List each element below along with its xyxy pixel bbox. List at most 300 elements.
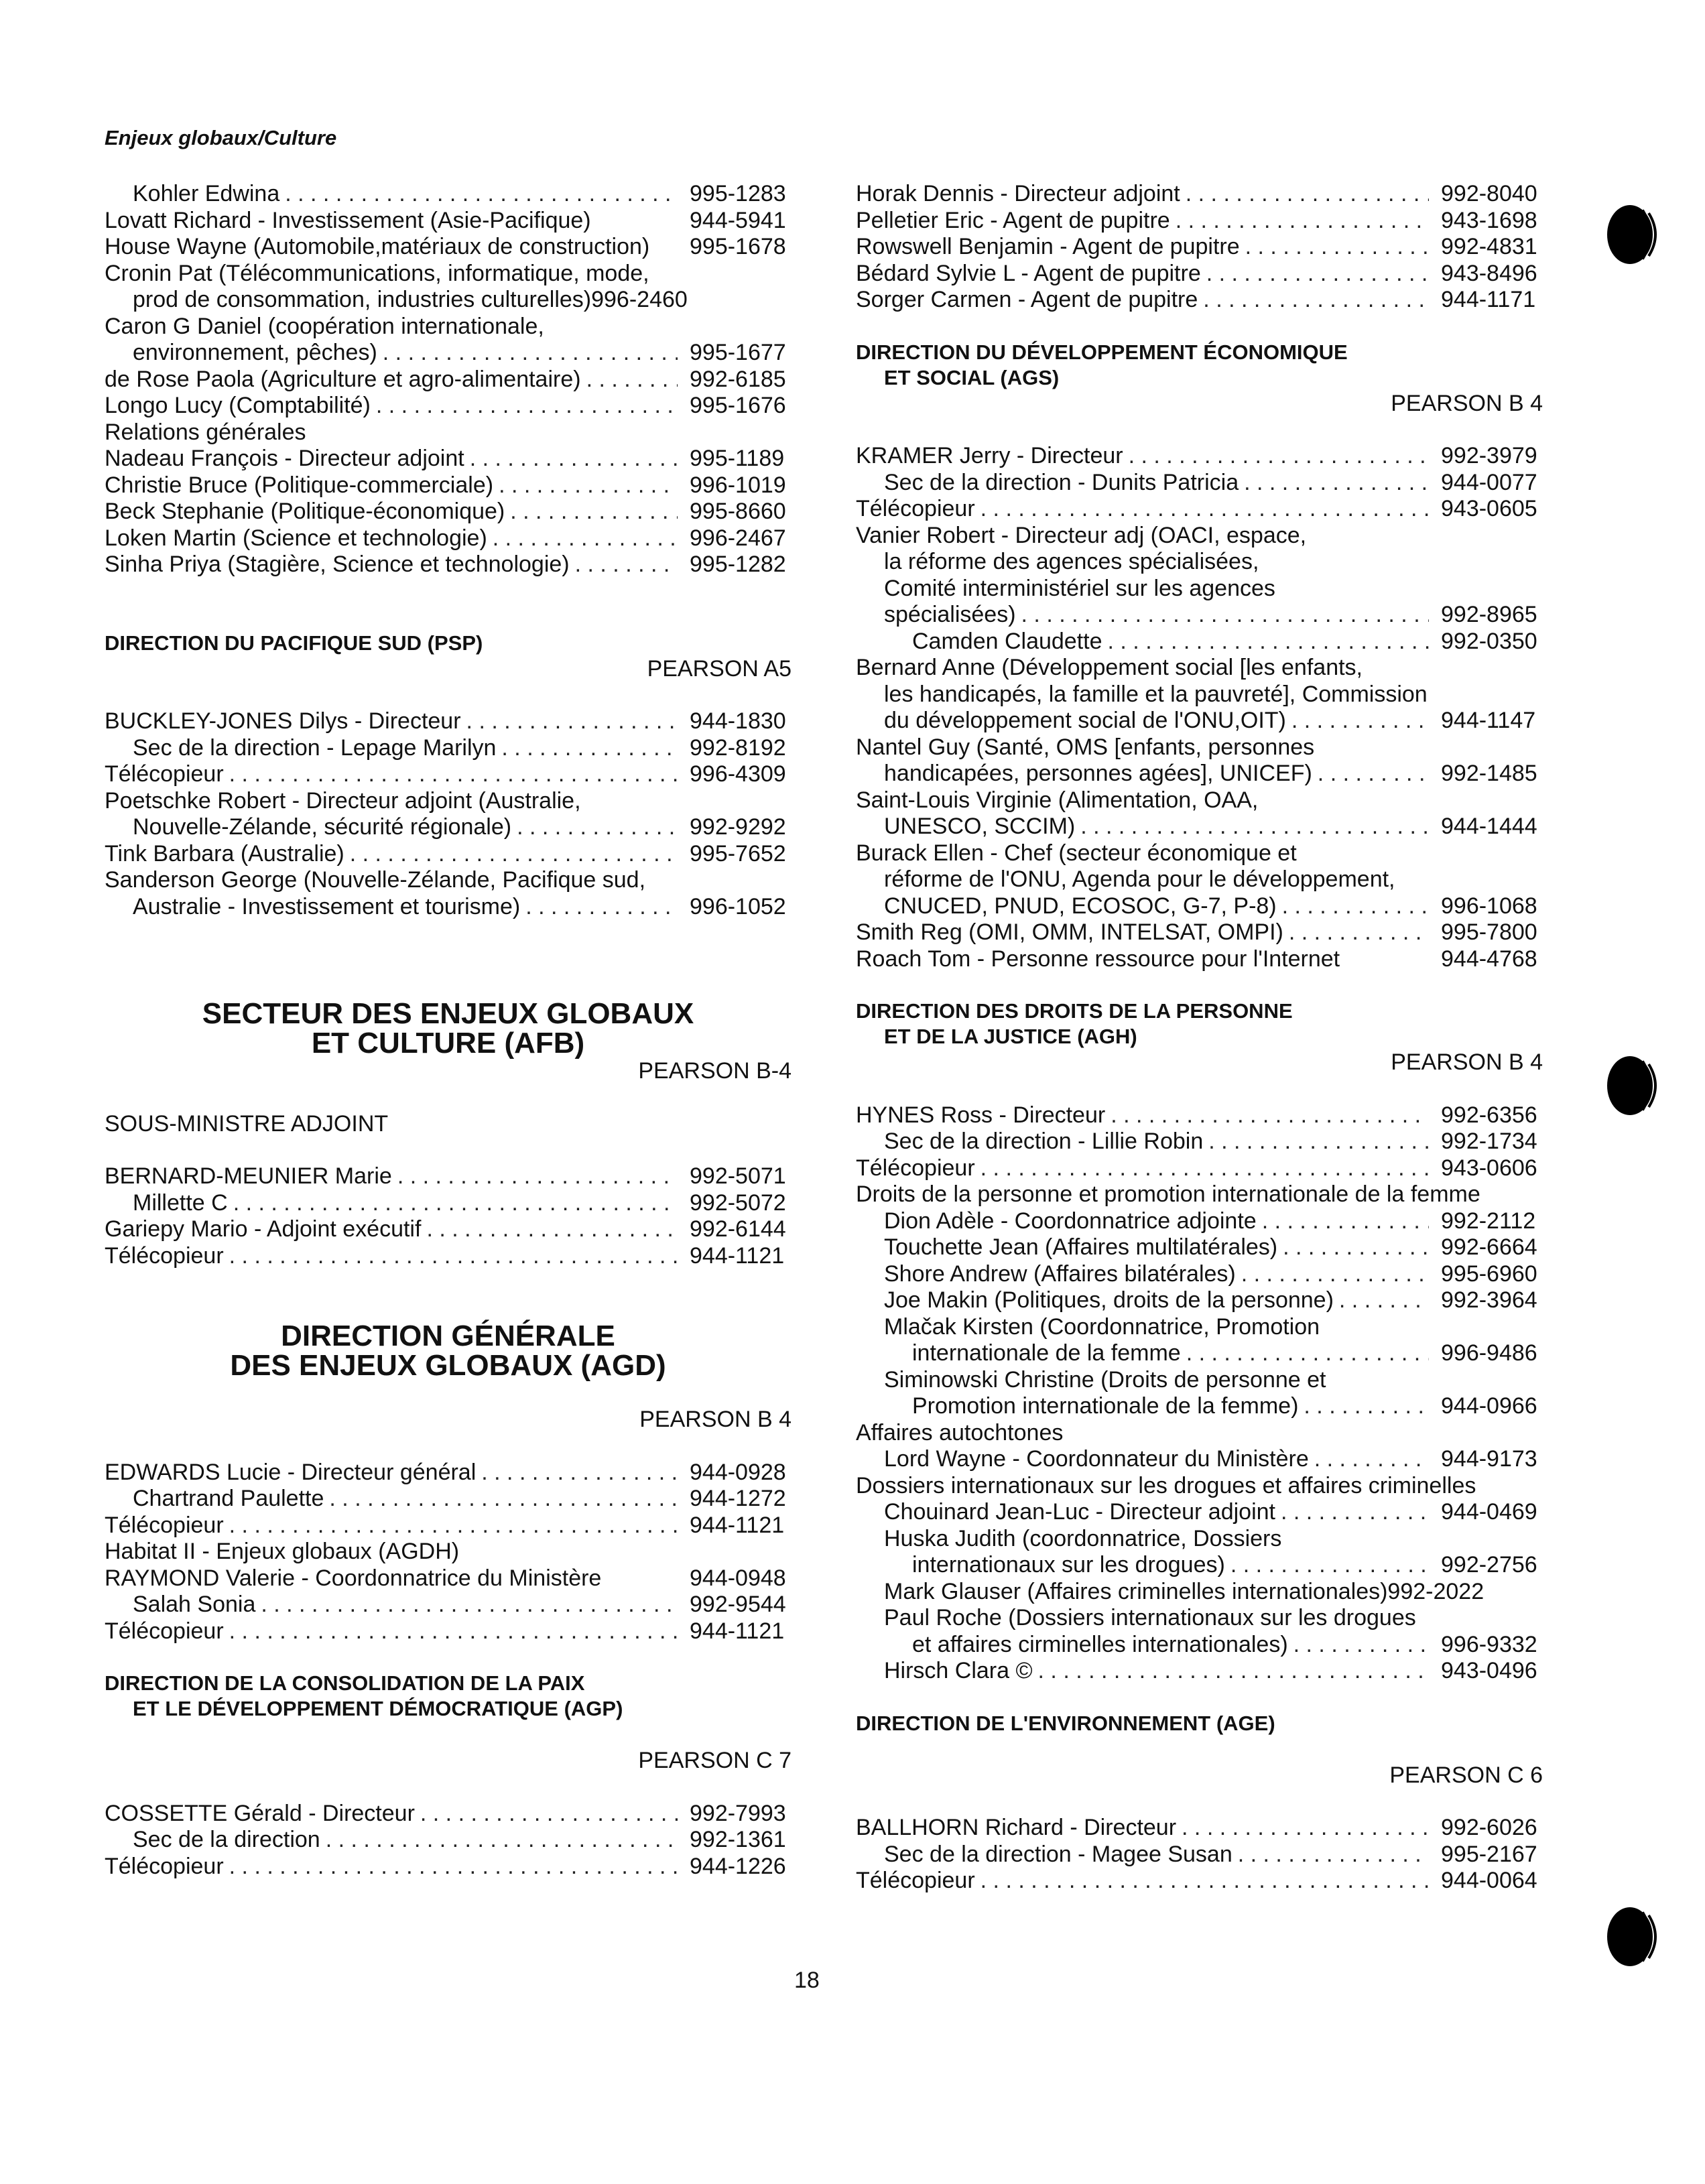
room-label: PEARSON B 4 (639, 1407, 792, 1432)
contact-row (105, 340, 792, 367)
contact-row (105, 1243, 792, 1270)
contact-list (856, 1102, 1543, 1685)
list-item-text: Cronin Pat (Télécommunications, informatique, mode, (105, 260, 649, 286)
phone-number: 992-4831 (1441, 234, 1537, 259)
list-item-text: les handicapés, la famille et la pauvreté], Commission (884, 681, 1428, 707)
contact-name: Australie - Investissement et tourisme) (133, 893, 521, 919)
contact-name: Roach Tom - Personne ressource pour l'Internet (856, 946, 1340, 972)
dot-leader (981, 1868, 1429, 1894)
contact-row (105, 1827, 792, 1854)
contact-name: KRAMER Jerry - Directeur (856, 443, 1123, 468)
punch-hole-icon (1603, 1903, 1659, 1970)
list-item-text: Poetschke Robert - Directeur adjoint (Australie, (105, 787, 581, 814)
contact-row (856, 181, 1543, 208)
section-title-age: DIRECTION DE L'ENVIRONNEMENT (AGE) (856, 1711, 1275, 1735)
phone-number: 944-4768 (1441, 946, 1537, 972)
section-title-agp-line1: DIRECTION DE LA CONSOLIDATION DE LA PAIX (105, 1671, 585, 1695)
phone-number: 995-6960 (1441, 1261, 1537, 1287)
list-item-text: Mlačak Kirsten (Coordonnatrice, Promotion (884, 1313, 1320, 1340)
contact-row (105, 1486, 792, 1513)
phone-number: 992-6185 (690, 366, 786, 392)
phone-number: 995-1678 (690, 234, 786, 259)
dot-leader (470, 446, 678, 472)
dot-leader (466, 708, 678, 735)
contact-row (856, 708, 1543, 734)
phone-number: 992-2756 (1441, 1552, 1537, 1578)
contact-row (856, 1234, 1543, 1261)
section-title-agh-line2: ET DE LA JUSTICE (AGH) (884, 1025, 1137, 1048)
room-label: PEARSON C 7 (638, 1748, 792, 1773)
contact-row (856, 919, 1543, 946)
dot-leader (1241, 1261, 1429, 1288)
contact-row (856, 1340, 1543, 1367)
contact-row (856, 1446, 1543, 1473)
dot-leader (1080, 814, 1429, 840)
room-label: PEARSON A5 (647, 655, 792, 682)
contact-row (105, 525, 792, 552)
contact-row (105, 499, 792, 525)
contact-list (105, 1801, 792, 1880)
list-item-text: Burack Ellen - Chef (secteur économique et (856, 840, 1297, 866)
contact-name: internationaux sur les drogues) (912, 1552, 1225, 1578)
phone-number: 943-0496 (1441, 1658, 1537, 1683)
contact-row (856, 1129, 1543, 1155)
contact-row (856, 1261, 1543, 1288)
contact-row (856, 261, 1543, 287)
phone-number: 944-1830 (690, 708, 786, 734)
dot-leader (1038, 1658, 1429, 1685)
contact-list (105, 1163, 792, 1269)
contact-name: HYNES Ross - Directeur (856, 1102, 1106, 1128)
phone-number: 996-1052 (690, 893, 786, 919)
list-item-text: Dossiers internationaux sur les drogues et affaires criminelles (856, 1472, 1476, 1498)
dot-leader (229, 1854, 678, 1880)
phone-number: 992-3979 (1441, 443, 1537, 468)
contact-name: Télécopieur (105, 1512, 224, 1538)
contact-row (105, 1854, 792, 1880)
contact-name: et affaires cirminelles internationales) (912, 1631, 1288, 1657)
dot-leader (517, 814, 678, 841)
dot-leader (499, 472, 678, 499)
dot-leader (285, 181, 678, 208)
contact-name: Télécopieur (105, 1618, 224, 1644)
dot-leader (1208, 1129, 1429, 1155)
contact-name: Télécopieur (856, 1155, 975, 1181)
contact-name: Millette C (133, 1190, 228, 1216)
dot-leader (1203, 287, 1429, 314)
dot-leader (229, 761, 678, 788)
phone-number: 943-0605 (1441, 496, 1537, 521)
phone-number: 995-7800 (1441, 919, 1537, 945)
contact-name: Tink Barbara (Australie) (105, 840, 344, 866)
phone-number: 943-1698 (1441, 207, 1537, 233)
dot-leader (229, 1618, 678, 1645)
phone-number: 944-1171 (1441, 287, 1536, 312)
contact-name: Sec de la direction - Lillie Robin (884, 1129, 1204, 1154)
phone-number: 944-1226 (690, 1853, 786, 1879)
contact-list (105, 1460, 792, 1645)
phone-number: 944-9173 (1441, 1446, 1537, 1472)
list-item-text: réforme de l'ONU, Agenda pour le développement, (884, 866, 1395, 892)
dot-leader (1291, 708, 1429, 734)
dot-leader (1021, 602, 1429, 629)
contact-row (105, 814, 792, 841)
contact-name: spécialisées) (884, 602, 1016, 627)
dot-leader (1111, 1102, 1429, 1129)
phone-number: 995-7652 (690, 840, 786, 866)
contact-name: Chouinard Jean-Luc - Directeur adjoint (884, 1499, 1275, 1525)
contact-list (105, 181, 792, 578)
contact-name: de Rose Paola (Agriculture et agro-alimentaire) (105, 366, 581, 392)
phone-number: 992-0350 (1441, 628, 1537, 654)
phone-number: 943-8496 (1441, 260, 1537, 286)
contact-name: Touchette Jean (Affaires multilatérales) (884, 1234, 1278, 1260)
contact-list (856, 181, 1543, 314)
phone-number: 992-2112 (1441, 1208, 1536, 1234)
contact-name: Gariepy Mario - Adjoint exécutif (105, 1216, 422, 1242)
list-item-text: Habitat II - Enjeux globaux (AGDH) (105, 1539, 460, 1564)
contact-name: RAYMOND Valerie - Coordonnatrice du Ministère (105, 1565, 602, 1591)
phone-number: 995-2167 (1441, 1841, 1537, 1867)
dot-leader (383, 340, 678, 367)
contact-name: Lord Wayne - Coordonnateur du Ministère (884, 1446, 1309, 1472)
contact-name: Shore Andrew (Affaires bilatérales) (884, 1261, 1236, 1287)
section-title-agp-line2: ET LE DÉVELOPPEMENT DÉMOCRATIQUE (AGP) (133, 1697, 623, 1720)
contact-name: Christie Bruce (Politique-commerciale) (105, 472, 494, 498)
contact-row (105, 208, 792, 235)
contact-name: Chartrand Paulette (133, 1486, 324, 1511)
phone-number: 995-1676 (690, 393, 786, 418)
direction-title-line1: DIRECTION GÉNÉRALE (281, 1320, 615, 1352)
dot-leader (1182, 1815, 1429, 1842)
phone-number: 944-0469 (1441, 1499, 1537, 1525)
contact-name: Télécopieur (105, 761, 224, 787)
dot-leader (981, 1155, 1429, 1182)
contact-row (856, 1868, 1543, 1894)
phone-number: 944-1444 (1441, 814, 1537, 839)
dot-leader (1304, 1393, 1429, 1420)
contact-name: Rowswell Benjamin - Agent de pupitre (856, 234, 1240, 259)
contact-row (105, 1216, 792, 1243)
contact-row (105, 841, 792, 868)
phone-number: 996-9486 (1441, 1340, 1537, 1366)
phone-number: 992-6356 (1441, 1102, 1537, 1128)
dot-leader (981, 496, 1429, 523)
contact-row (856, 1815, 1543, 1842)
room-label: PEARSON B 4 (1391, 390, 1543, 416)
dot-leader (525, 894, 678, 921)
contact-name: internationale de la femme (912, 1340, 1181, 1366)
direction-title-line2: DES ENJEUX GLOBAUX (AGD) (230, 1349, 666, 1382)
phone-number: 992-8965 (1441, 602, 1537, 627)
contact-name: Sec de la direction - Lepage Marilyn (133, 734, 497, 761)
contact-row (856, 629, 1543, 655)
contact-list (105, 708, 792, 920)
sub-heading-sma: SOUS-MINISTRE ADJOINT (105, 1110, 389, 1137)
contact-row (856, 208, 1543, 235)
phone-number: 992-6664 (1441, 1234, 1537, 1260)
phone-number: 992-1361 (690, 1827, 786, 1852)
dot-leader (1129, 443, 1429, 470)
dot-leader (1318, 761, 1429, 787)
contact-name: Loken Martin (Science et technologie) (105, 525, 487, 551)
contact-name: Télécopieur (856, 496, 975, 521)
contact-name: Télécopieur (856, 1868, 975, 1893)
room-label: PEARSON B 4 (1391, 1049, 1543, 1075)
section-title-ags-line2: ET SOCIAL (AGS) (884, 365, 1060, 389)
contact-row (105, 1513, 792, 1539)
contact-row (856, 1155, 1543, 1182)
dot-leader (1245, 234, 1429, 261)
contact-row (105, 393, 792, 420)
list-item-text: Relations générales (105, 419, 306, 445)
list-item-text: Affaires autochtones (856, 1419, 1064, 1446)
contact-name: BERNARD-MEUNIER Marie (105, 1163, 392, 1189)
dot-leader (1238, 1842, 1429, 1868)
contact-row (856, 1552, 1543, 1579)
running-header: Enjeux globaux/Culture (105, 126, 337, 149)
contact-name: Télécopieur (105, 1853, 224, 1879)
contact-row (856, 1499, 1543, 1526)
contact-row (856, 443, 1543, 470)
dot-leader (1289, 919, 1429, 946)
contact-row (105, 472, 792, 499)
punch-hole-icon (1603, 201, 1659, 268)
section-title-agh-line1: DIRECTION DES DROITS DE LA PERSONNE (856, 999, 1293, 1023)
list-item-text: Sanderson George (Nouvelle-Zélande, Pacifique sud, (105, 867, 646, 893)
list-item-text: Paul Roche (Dossiers internationaux sur les drogues (884, 1605, 1416, 1630)
contact-name: Kohler Edwina (133, 181, 280, 206)
contact-name: Beck Stephanie (Politique-économique) (105, 499, 505, 524)
phone-number: 944-0077 (1441, 469, 1537, 495)
contact-row (105, 1801, 792, 1827)
list-item-text: Huska Judith (coordonnatrice, Dossiers (884, 1525, 1282, 1551)
contact-row (856, 814, 1543, 840)
contact-row (856, 1102, 1543, 1129)
phone-number: 992-5072 (690, 1190, 786, 1216)
dot-leader (426, 1216, 678, 1243)
dot-leader (1186, 181, 1429, 208)
contact-row (856, 470, 1543, 497)
list-item-text: la réforme des agences spécialisées, (884, 549, 1259, 574)
contact-name: prod de consommation, industries culturelles) (133, 287, 592, 312)
phone-number: 992-9544 (690, 1592, 786, 1617)
dot-leader (1283, 1234, 1429, 1261)
list-item-text: Siminowski Christine (Droits de personne et (884, 1366, 1326, 1393)
contact-name: COSSETTE Gérald - Directeur (105, 1800, 415, 1826)
dot-leader (1281, 1499, 1429, 1526)
contact-name: BALLHORN Richard - Directeur (856, 1815, 1177, 1840)
contact-row (105, 181, 792, 208)
contact-name: Longo Lucy (Comptabilité) (105, 393, 371, 418)
contact-name: Bédard Sylvie L - Agent de pupitre (856, 260, 1201, 286)
dot-leader (1293, 1632, 1429, 1659)
contact-row (105, 894, 792, 921)
contact-name: Hirsch Clara © (884, 1658, 1033, 1683)
contact-row (856, 893, 1543, 920)
phone-number: 995-1677 (690, 340, 786, 365)
phone-number: 944-0928 (690, 1459, 786, 1485)
phone-number: 944-1121 (690, 1512, 785, 1538)
list-item-text: Saint-Louis Virginie (Alimentation, OAA, (856, 787, 1259, 813)
phone-number: 944-5941 (690, 207, 786, 233)
dot-leader (420, 1801, 678, 1827)
phone-number: 996-2467 (690, 525, 786, 551)
contact-row (856, 1842, 1543, 1868)
page-number: 18 (794, 1968, 820, 1993)
contact-row (856, 761, 1543, 787)
sector-title-line1: SECTEUR DES ENJEUX GLOBAUX (202, 997, 694, 1030)
dot-leader (376, 393, 678, 420)
dot-leader (1262, 1208, 1429, 1235)
contact-name: Sorger Carmen - Agent de pupitre (856, 287, 1198, 312)
contact-row (105, 287, 792, 314)
contact-row (105, 1565, 792, 1592)
phone-number: 992-8192 (690, 734, 786, 761)
dot-leader (1176, 208, 1429, 235)
contact-row (105, 761, 792, 788)
contact-row (105, 735, 792, 762)
phone-number: 944-1121 (690, 1618, 785, 1644)
phone-number: 996-1068 (1441, 893, 1537, 919)
dot-leader (1244, 470, 1429, 497)
punch-hole-icon (1603, 1052, 1659, 1119)
contact-name: environnement, pêches) (133, 340, 377, 365)
contact-row (856, 946, 1543, 973)
contact-name: handicapées, personnes agées], UNICEF) (884, 761, 1312, 786)
dot-leader (326, 1827, 678, 1854)
contact-name: Lovatt Richard - Investissement (Asie-Pacifique) (105, 207, 591, 233)
phone-number: 995-8660 (690, 499, 786, 524)
contact-row (856, 1579, 1543, 1606)
dot-leader (397, 1163, 678, 1190)
contact-row (856, 1393, 1543, 1420)
contact-row (856, 234, 1543, 261)
contact-name: Télécopieur (105, 1242, 224, 1269)
contact-name: Mark Glauser (Affaires criminelles internationales) (884, 1578, 1388, 1604)
contact-name: UNESCO, SCCIM) (884, 814, 1076, 839)
contact-name: Camden Claudette (912, 628, 1102, 654)
phone-number: 944-0948 (690, 1565, 786, 1591)
phone-number: 995-1282 (690, 552, 786, 577)
contact-name: Horak Dennis - Directeur adjoint (856, 181, 1180, 206)
phone-number: 995-1283 (690, 181, 786, 206)
phone-number: 992-2022 (1387, 1578, 1485, 1604)
phone-number: 944-0064 (1441, 1868, 1537, 1893)
contact-name: Salah Sonia (133, 1592, 256, 1617)
contact-name: Smith Reg (OMI, OMM, INTELSAT, OMPI) (856, 919, 1283, 945)
contact-name: Sinha Priya (Stagière, Science et technologie) (105, 552, 570, 577)
contact-row (856, 1208, 1543, 1235)
phone-number: 944-1147 (1441, 708, 1536, 733)
list-item-text: Comité interministériel sur les agences (884, 575, 1275, 601)
contact-row (105, 446, 792, 472)
contact-name: Sec de la direction - Magee Susan (884, 1841, 1233, 1867)
phone-number: 944-0966 (1441, 1393, 1537, 1419)
contact-name: Promotion internationale de la femme) (912, 1393, 1299, 1419)
contact-name: CNUCED, PNUD, ECOSOC, G-7, P-8) (884, 893, 1277, 919)
dot-leader (1339, 1287, 1429, 1314)
contact-name: Sec de la direction (133, 1827, 320, 1852)
phone-number: 943-0606 (1441, 1155, 1537, 1181)
contact-row (856, 602, 1543, 629)
dot-leader (586, 367, 678, 393)
dot-leader (1186, 1340, 1429, 1367)
contact-name: Dion Adèle - Coordonnatrice adjointe (884, 1208, 1257, 1234)
phone-number: 992-5071 (690, 1163, 786, 1189)
contact-row (105, 1190, 792, 1217)
dot-leader (510, 499, 678, 525)
list-item-text: Nantel Guy (Santé, OMS [enfants, personnes (856, 734, 1315, 760)
section-title-psp: DIRECTION DU PACIFIQUE SUD (PSP) (105, 631, 483, 655)
contact-row (856, 1287, 1543, 1314)
phone-number: 992-6026 (1441, 1815, 1537, 1840)
left-column (105, 181, 792, 1880)
phone-number: 992-1734 (1441, 1129, 1537, 1154)
contact-name: Pelletier Eric - Agent de pupitre (856, 207, 1170, 233)
contact-name: Nouvelle-Zélande, sécurité régionale) (133, 814, 512, 840)
list-item-text: Droits de la personne et promotion internationale de la femme (856, 1181, 1480, 1207)
sector-title-line2: ET CULTURE (AFB) (311, 1027, 585, 1059)
contact-list (856, 1815, 1543, 1894)
phone-number: 992-7993 (690, 1800, 786, 1826)
room-label: PEARSON B-4 (638, 1058, 792, 1084)
contact-row (105, 367, 792, 393)
dot-leader (575, 552, 678, 578)
contact-name: Joe Makin (Politiques, droits de la personne) (884, 1287, 1334, 1313)
contact-name: du développement social de l'ONU,OIT) (884, 708, 1286, 733)
contact-row (105, 234, 792, 261)
dot-leader (233, 1190, 678, 1217)
dot-leader (350, 841, 678, 868)
phone-number: 944-1272 (690, 1486, 786, 1511)
phone-number: 996-1019 (690, 472, 786, 498)
dot-leader (1108, 629, 1429, 655)
dot-leader (1282, 893, 1429, 920)
contact-row (105, 1460, 792, 1486)
phone-number: 944-1121 (690, 1242, 785, 1269)
contact-name: House Wayne (Automobile,matériaux de construction) (105, 234, 650, 259)
contact-row (856, 1632, 1543, 1659)
contact-row (105, 1163, 792, 1190)
list-item-text: Vanier Robert - Directeur adj (OACI, espace, (856, 522, 1307, 548)
dot-leader (1314, 1446, 1429, 1473)
dot-leader (329, 1486, 678, 1513)
dot-leader (229, 1513, 678, 1539)
phone-number: 996-4309 (690, 761, 786, 787)
room-label: PEARSON C 6 (1389, 1762, 1543, 1788)
dot-leader (229, 1243, 678, 1270)
dot-leader (481, 1460, 678, 1486)
dot-leader (1206, 261, 1429, 287)
contact-row (105, 708, 792, 735)
phone-number: 992-6144 (690, 1216, 786, 1242)
dot-leader (261, 1592, 678, 1618)
right-column (856, 181, 1543, 1894)
contact-row (856, 496, 1543, 523)
phone-number: 992-9292 (690, 814, 786, 840)
contact-name: Nadeau François - Directeur adjoint (105, 446, 464, 471)
contact-list (856, 443, 1543, 972)
contact-name: BUCKLEY-JONES Dilys - Directeur (105, 708, 461, 734)
dot-leader (493, 525, 678, 552)
contact-name: EDWARDS Lucie - Directeur général (105, 1459, 477, 1485)
dot-leader (1230, 1552, 1429, 1579)
phone-number: 992-3964 (1441, 1287, 1537, 1313)
list-item-text: Caron G Daniel (coopération internationale, (105, 313, 544, 339)
phone-number: 992-8040 (1441, 181, 1537, 206)
contact-name: Sec de la direction - Dunits Patricia (884, 469, 1239, 495)
